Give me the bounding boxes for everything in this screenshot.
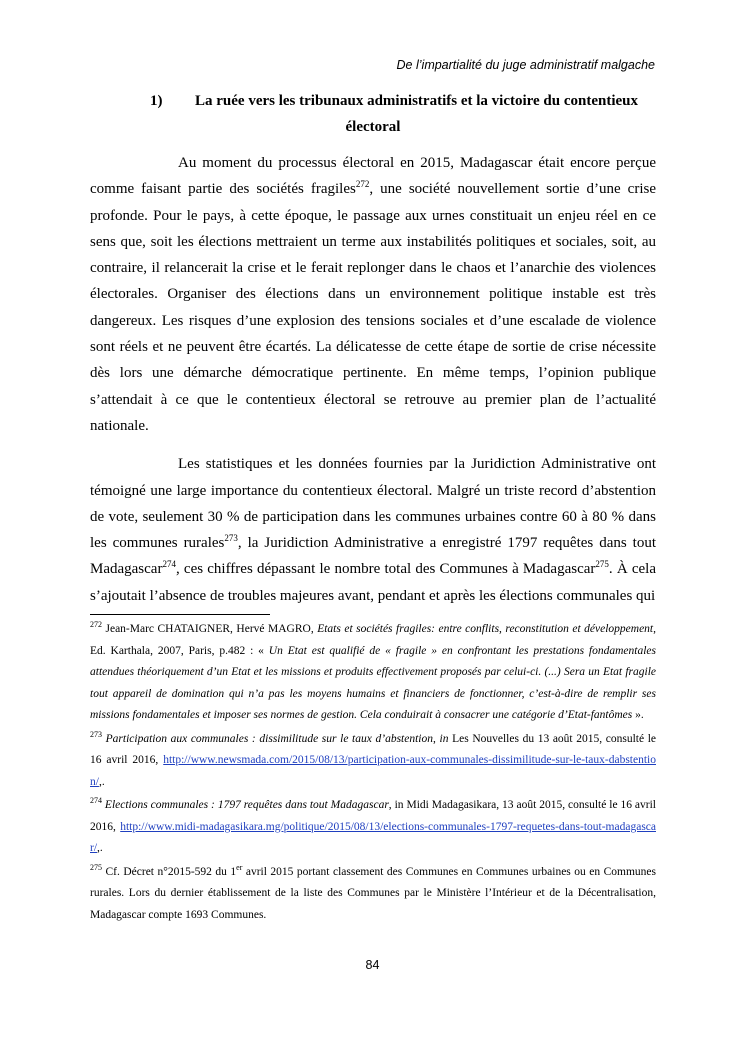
text-span: , la Juridiction Administrative a enregistré 1797 requêtes dans tout Madagascar [90, 535, 656, 578]
footnotes [90, 619, 656, 928]
footnote-number: 273 [90, 729, 102, 739]
footnote-275 [90, 862, 656, 927]
text-span: avril 2015 portant classement des Communes en Communes urbaines ou en Communes rurales. Lors du dernier établissement de la liste des Communes par le Ministère l’Intérieur et de la Décentralisation, Madagascar compte 1693 Communes. [90, 865, 656, 921]
text-span: ». [632, 709, 644, 721]
text-span: , [432, 732, 440, 745]
text-span: Les statistiques et les données fournies par la Juridiction Administrative ont témoigné une large importance du contentieux électoral. Malgré un triste record d’abstention de vote, seulement 30 % de participation dans les communes urbaines contre 60 à 80 % dans les communes rurales [90, 456, 656, 552]
footnote-ref[interactable]: 272 [355, 179, 370, 190]
section-title-line1: La ruée vers les tribunaux administratifs et la victoire du contentieux [195, 93, 639, 109]
footnote-ref[interactable]: 274 [162, 559, 176, 570]
footnote-ref[interactable]: 273 [224, 533, 238, 544]
paragraph [90, 451, 656, 609]
section-number: 1) [150, 93, 163, 109]
text-span: , une société nouvellement sortie d’une crise profonde. Pour le pays, à cette époque, le passage aux urnes constituait un enjeu réel en ce sens que, soit les élections mettraient un terme aux instabilités politiques et sociales, soit, au contraire, il relancerait la crise et le ferait replonger dans le chaos et l’anarchie des violences électorales. Organiser des élections dans un environnement politique instable est très dangereux. Les risques d’une explosion des tensions sociales et d’une escalade de violence sont réels et ne peuvent être écartés. La délicatesse de cette étape de sortie de crise nécessite dès lors une démarche démocratique pertinente. En même temps, l’opinion publique s’attendait à ce que le contentieux électoral se retrouve au premier plan de l’actualité nationale. [90, 181, 656, 434]
footnote-separator [90, 614, 270, 615]
text-span: Au moment du processus électoral en 2015, Madagascar était encore perçue comme faisant partie des sociétés fragiles [90, 155, 656, 198]
text-span: Un Etat est qualifié de « fragile » en confrontant les prestations fondamentales attendues théoriquement d’un Etat et les missions et produits effectivement proposés par celui-ci. (...) Sera un Etat fragile tout appareil de domination qui n’a pas les moyens humains et financiers de fonctionner, c’est-à-dire de remplir ses missions fondamentales et imposer ses normes de gestion. Cela conduirait à consacrer une catégorie d’Etat-fantômes [90, 644, 656, 721]
footnote-274 [90, 795, 656, 860]
text-span: ,. [97, 842, 103, 854]
page-number: 84 [365, 958, 380, 972]
section-title [90, 88, 656, 140]
footnote-273 [90, 729, 656, 794]
text-span: Les Nouvelles du 13 août 2015, consulté le 16 avril 2016, [90, 732, 657, 766]
text-span: in [439, 732, 449, 745]
footnote-number: 272 [90, 620, 102, 629]
text-span: . À cela s’ajoutait l’absence de troubles majeures avant, pendant et après les élections communales qui [90, 561, 656, 604]
text-span: Cf. Décret n°2015-592 du 1 [102, 865, 237, 878]
footnote-272 [90, 619, 656, 727]
paragraph [90, 150, 656, 439]
source-link[interactable]: http://www.midi-madagasikara.mg/politique/2015/08/13/elections-communales-1797-requetes-dans-tout-madagascar/ [90, 820, 656, 854]
text-span: , Ed. Karthala, 2007, Paris, p.482 : « [90, 623, 656, 657]
text-span: , in Midi Madagasikara, 13 août 2015, consulté le 16 avril 2016, [90, 799, 656, 833]
ordinal-suffix: er [236, 862, 243, 872]
text-span: ,. [98, 775, 105, 788]
text-span: Etats et sociétés fragiles: entre conflits, reconstitution et développement [317, 623, 654, 635]
footnote-ref[interactable]: 275 [595, 559, 609, 570]
text-span: , ces chiffres dépassant le nombre total des Communes à Madagascar [175, 561, 596, 578]
body-text [90, 150, 656, 609]
footnote-number: 275 [90, 862, 102, 872]
running-header: De l’impartialité du juge administratif malgache [396, 58, 655, 72]
section-title-line2: électoral [345, 119, 401, 135]
text-span: Elections communales : 1797 requêtes dans tout Madagascar [102, 799, 389, 811]
footnote-number: 274 [90, 796, 102, 805]
source-link[interactable]: http://www.newsmada.com/2015/08/13/participation-aux-communales-dissimilitude-sur-le-taux-dabstention/ [90, 754, 656, 788]
text-span: Jean-Marc CHATAIGNER, Hervé MAGRO, [102, 623, 318, 635]
text-span: Participation aux communales : dissimilitude sur le taux d’abstention [102, 732, 433, 745]
